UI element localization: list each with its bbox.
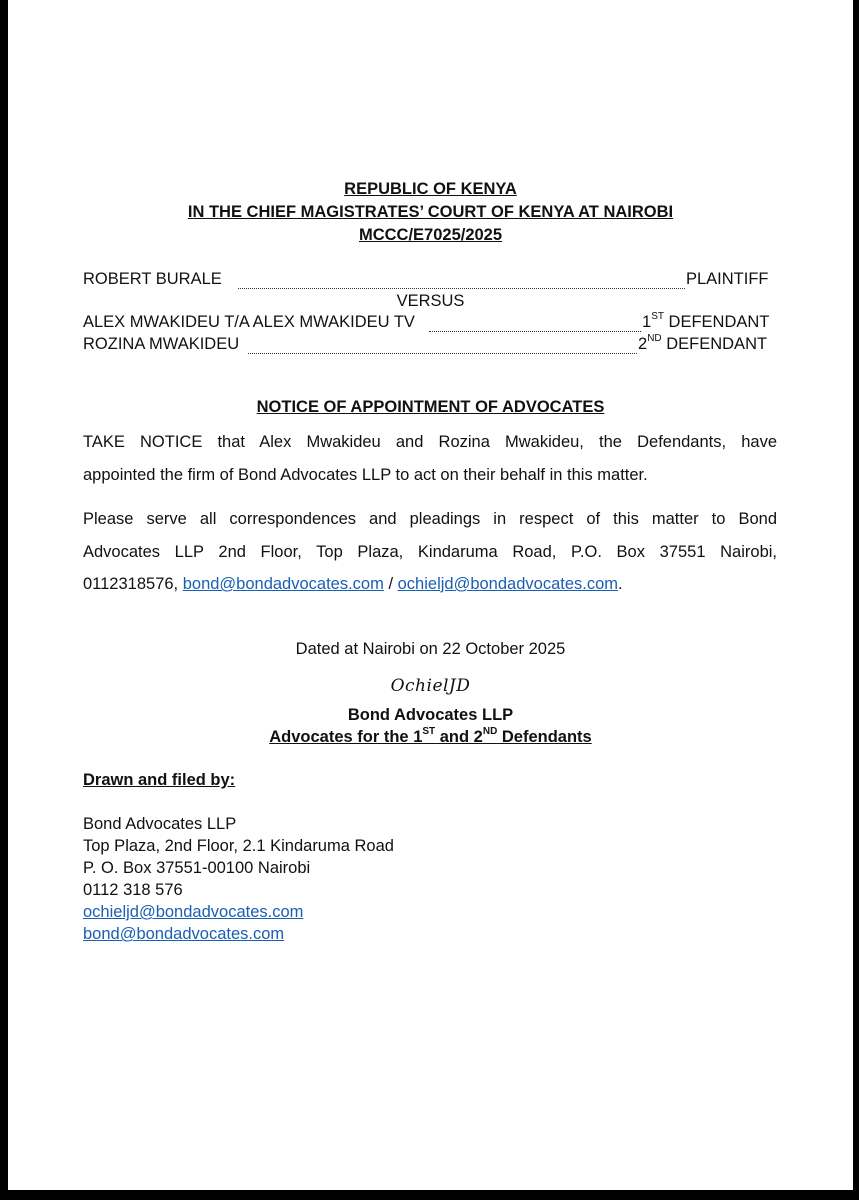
email-link-ochieljd[interactable]: ochieljd@bondadvocates.com <box>397 575 619 593</box>
email-link-bond[interactable]: bond@bondadvocates.com <box>182 575 384 593</box>
filed-by-heading: Drawn and filed by: <box>83 771 236 789</box>
para1-line2: appointed the firm of Bond Advocates LLP to act on their behalf in this matter. <box>83 466 648 484</box>
filed-by-email-bond[interactable]: bond@bondadvocates.com <box>83 925 285 943</box>
caption-case-number: MCCC/E7025/2025 <box>358 226 503 244</box>
firm-name: Bond Advocates LLP <box>347 706 514 724</box>
filed-by-address: Top Plaza, 2nd Floor, 2.1 Kindaruma Road <box>83 837 394 855</box>
defendant1-name: ALEX MWAKIDEU T/A ALEX MWAKIDEU TV <box>83 313 415 331</box>
para2-line1: Please serve all correspondences and pleadings in respect of this matter to Bond <box>83 510 777 528</box>
para1-line1: TAKE NOTICE that Alex Mwakideu and Rozina Mwakideu, the Defendants, have <box>83 433 777 451</box>
defendant2-leader <box>248 337 637 354</box>
advocates-role: Advocates for the 1ST and 2ND Defendants <box>269 726 592 746</box>
notice-title: NOTICE OF APPOINTMENT OF ADVOCATES <box>256 398 605 416</box>
plaintiff-role: PLAINTIFF <box>686 270 769 288</box>
plaintiff-name: ROBERT BURALE <box>83 270 222 288</box>
filed-by-email-ochieljd[interactable]: ochieljd@bondadvocates.com <box>83 903 304 921</box>
defendant2-name: ROZINA MWAKIDEU <box>83 335 240 353</box>
caption-republic: REPUBLIC OF KENYA <box>344 180 517 198</box>
defendant1-leader <box>429 315 641 332</box>
dated-line: Dated at Nairobi on 22 October 2025 <box>295 640 566 658</box>
defendant2-role: 2ND DEFENDANT <box>638 333 768 353</box>
document-page <box>8 0 853 1190</box>
versus-label: VERSUS <box>396 292 465 310</box>
signature: OchielJD <box>390 676 471 696</box>
filed-by-pobox: P. O. Box 37551-00100 Nairobi <box>83 859 311 877</box>
filed-by-phone: 0112 318 576 <box>83 881 183 899</box>
caption-court: IN THE CHIEF MAGISTRATES’ COURT OF KENYA AT NAIROBI <box>187 203 674 221</box>
para2-line2: Advocates LLP 2nd Floor, Top Plaza, Kindaruma Road, P.O. Box 37551 Nairobi, <box>83 543 777 561</box>
filed-by-firm: Bond Advocates LLP <box>83 815 237 833</box>
defendant1-role: 1ST DEFENDANT <box>642 311 770 331</box>
para2-line3: 0112318576, bond@bondadvocates.com / ochieljd@bondadvocates.com. <box>83 575 623 593</box>
plaintiff-leader <box>238 272 685 289</box>
